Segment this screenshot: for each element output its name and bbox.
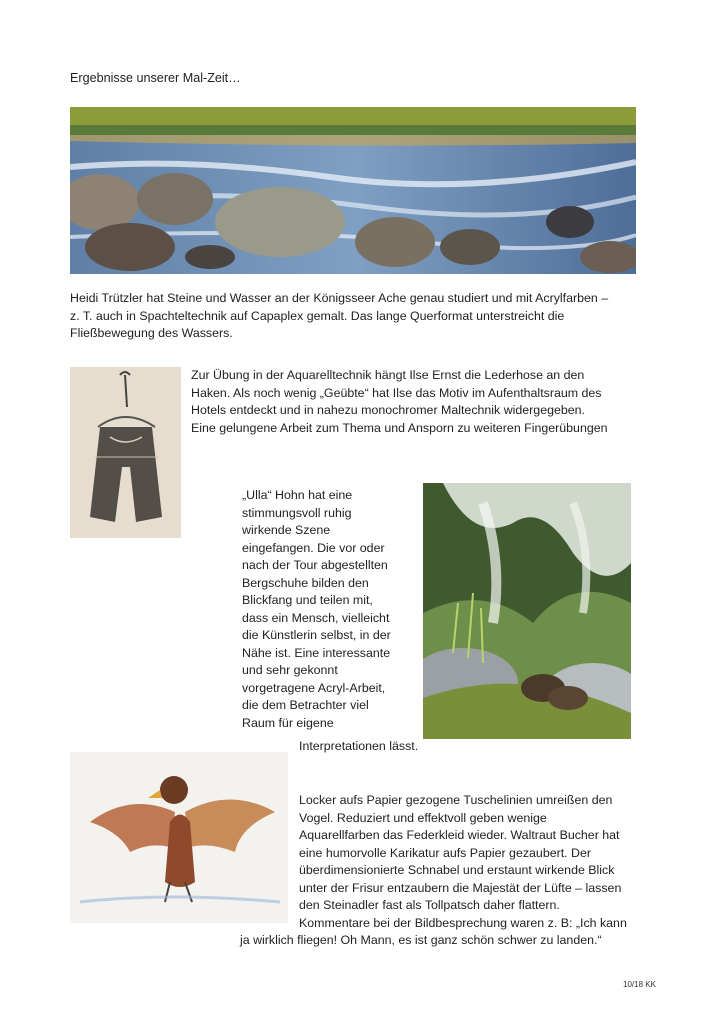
- text-line: Heidi Trützler hat Steine und Wasser an der Königsseer Ache genau studiert und mit Acrylfarben –: [70, 291, 609, 305]
- text-line: Eine gelungene Arbeit zum Thema und Ansporn zu weiteren Fingerübungen: [191, 420, 608, 435]
- text-line: eingefangen. Die vor oder: [242, 540, 385, 555]
- text-line: wirkende Szene: [242, 523, 331, 537]
- text-line: Raum für eigene: [242, 715, 334, 730]
- text-line: die dem Betrachter viel: [242, 698, 369, 712]
- text-line: eine humorvolle Karikatur aufs Papier gezaubert. Der: [299, 845, 592, 860]
- painting-steinadler: [70, 752, 288, 923]
- text-line: vorgetragene Acryl-Arbeit,: [242, 680, 386, 695]
- text-line: Bergschuhe bilden den: [242, 575, 369, 590]
- text-line: dass ein Mensch, vielleicht: [242, 610, 390, 625]
- paragraph-river-stones: [70, 290, 670, 343]
- text-line: Hotels entdeckt und in nahezu monochromer Maltechnik widergegeben.: [191, 403, 585, 417]
- text-line: überdimensionierte Schnabel und erstaunt wirkende Blick: [299, 863, 615, 877]
- text-line: die Künstlerin selbst, in der: [242, 628, 391, 642]
- painting-bergschuhe: [423, 483, 631, 739]
- paragraph-bergschuhe: [242, 487, 412, 732]
- text-line: Fließbewegung des Wassers.: [70, 326, 233, 340]
- text-line: Haken. Als noch wenig „Geübte“ hat Ilse das Motiv im Aufenthaltsraum des: [191, 385, 602, 400]
- paragraph-steinadler-tail: [240, 932, 680, 950]
- text-line: Aquarellfarben das Federkleid wieder. Waltraut Bucher hat: [299, 828, 620, 842]
- paragraph-lederhose: [191, 367, 671, 437]
- text-line: stimmungsvoll ruhig: [242, 505, 352, 520]
- page-number: 10/18 KK: [623, 980, 656, 989]
- text-line: ja wirklich fliegen! Oh Mann, es ist ganz schön schwer zu landen.“: [240, 933, 602, 947]
- text-line: Vogel. Reduziert und effektvoll geben wenige: [299, 810, 547, 825]
- text-line: Interpretationen lässt.: [299, 739, 419, 753]
- text-line: Locker aufs Papier gezogene Tuschelinien umreißen den: [299, 793, 613, 807]
- paragraph-steinadler: [299, 792, 671, 932]
- text-line: „Ulla“ Hohn hat eine: [242, 488, 353, 502]
- text-line: nach der Tour abgestellten: [242, 558, 388, 572]
- text-line: unter der Frisur entzaubern die Majestät der Lüfte – lassen: [299, 880, 622, 895]
- text-line: und sehr gekonnt: [242, 663, 338, 677]
- painting-lederhose: [70, 367, 181, 538]
- text-line: Zur Übung in der Aquarelltechnik hängt Ilse Ernst die Lederhose an den: [191, 368, 585, 382]
- text-line: Nähe ist. Eine interessante: [242, 645, 391, 660]
- text-line: Blickfang und teilen mit,: [242, 593, 373, 607]
- paragraph-bergschuhe-tail: [299, 738, 499, 756]
- page-heading: Ergebnisse unserer Mal-Zeit…: [70, 71, 241, 85]
- painting-river-stones: [70, 107, 636, 274]
- text-line: Kommentare bei der Bildbesprechung waren z. B: „Ich kann: [299, 915, 627, 930]
- text-line: den Steinadler fast als Tollpatsch daher flattern.: [299, 898, 560, 912]
- text-line: z. T. auch in Spachteltechnik auf Capaplex gemalt. Das lange Querformat unterstreicht die: [70, 308, 565, 323]
